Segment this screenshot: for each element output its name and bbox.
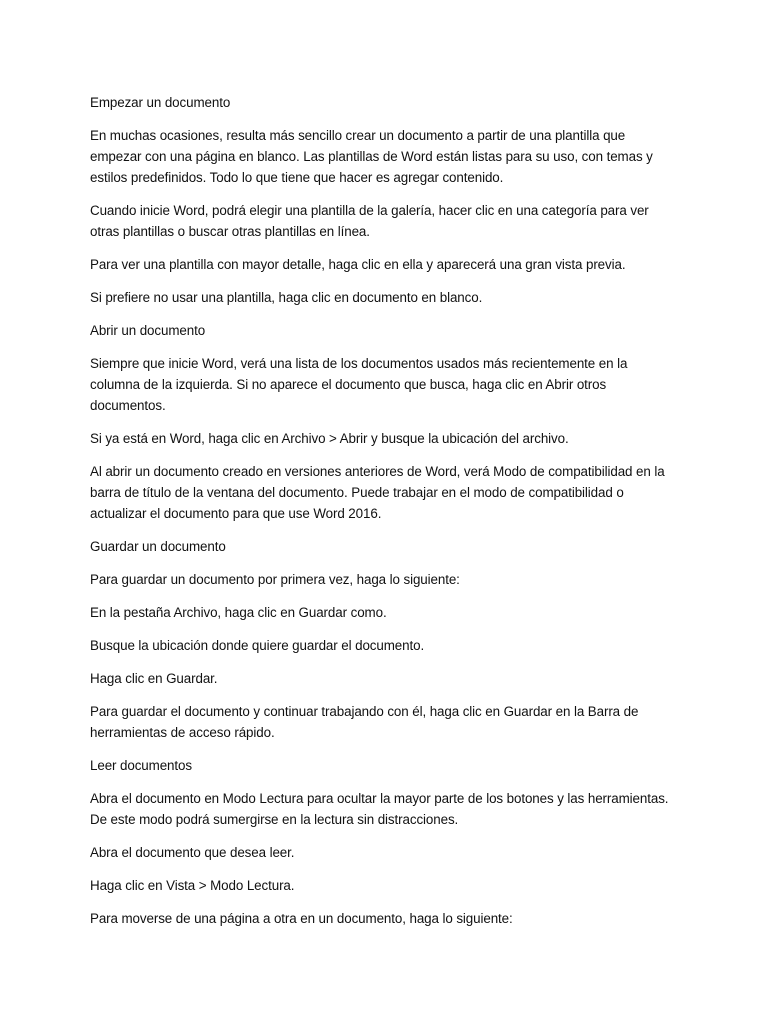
paragraph: Al abrir un documento creado en versiones anteriores de Word, verá Modo de compatibilidad en la barra de título de la ventana del documento. Puede trabajar en el modo de compatibilidad o actualizar el documento para que use Word 2016. [90, 464, 665, 521]
paragraph: Si prefiere no usar una plantilla, haga clic en documento en blanco. [90, 290, 483, 305]
paragraph: Si ya está en Word, haga clic en Archivo > Abrir y busque la ubicación del archivo. [90, 431, 569, 446]
paragraph: Cuando inicie Word, podrá elegir una plantilla de la galería, hacer clic en una categoría para ver otras plantillas o buscar otras plantillas en línea. [90, 203, 649, 239]
document-body [90, 92, 680, 941]
paragraph: En muchas ocasiones, resulta más sencillo crear un documento a partir de una plantilla que empezar con una página en blanco. Las plantillas de Word están listas para su uso, con temas y estilos predefinidos. Todo lo que tiene que hacer es agregar contenido. [90, 128, 653, 185]
paragraph: Para ver una plantilla con mayor detalle, haga clic en ella y aparecerá una gran vista previa. [90, 257, 626, 272]
section-heading-guardar: Guardar un documento [90, 539, 226, 554]
paragraph: Para moverse de una página a otra en un documento, haga lo siguiente: [90, 911, 513, 926]
section-heading-leer: Leer documentos [90, 758, 192, 773]
paragraph: Haga clic en Vista > Modo Lectura. [90, 878, 295, 893]
paragraph: Siempre que inicie Word, verá una lista de los documentos usados más recientemente en la columna de la izquierda. Si no aparece el documento que busca, haga clic en Abrir otros documentos. [90, 356, 628, 413]
section-heading-empezar: Empezar un documento [90, 95, 231, 110]
paragraph: Haga clic en Guardar. [90, 671, 218, 686]
section-heading-abrir: Abrir un documento [90, 323, 206, 338]
paragraph: Busque la ubicación donde quiere guardar el documento. [90, 638, 425, 653]
paragraph: Abra el documento en Modo Lectura para ocultar la mayor parte de los botones y las herramientas. De este modo podrá sumergirse en la lectura sin distracciones. [90, 791, 669, 827]
paragraph: Para guardar el documento y continuar trabajando con él, haga clic en Guardar en la Barra de herramientas de acceso rápido. [90, 704, 639, 740]
paragraph: Abra el documento que desea leer. [90, 845, 295, 860]
paragraph: Para guardar un documento por primera vez, haga lo siguiente: [90, 572, 460, 587]
paragraph: En la pestaña Archivo, haga clic en Guardar como. [90, 605, 387, 620]
